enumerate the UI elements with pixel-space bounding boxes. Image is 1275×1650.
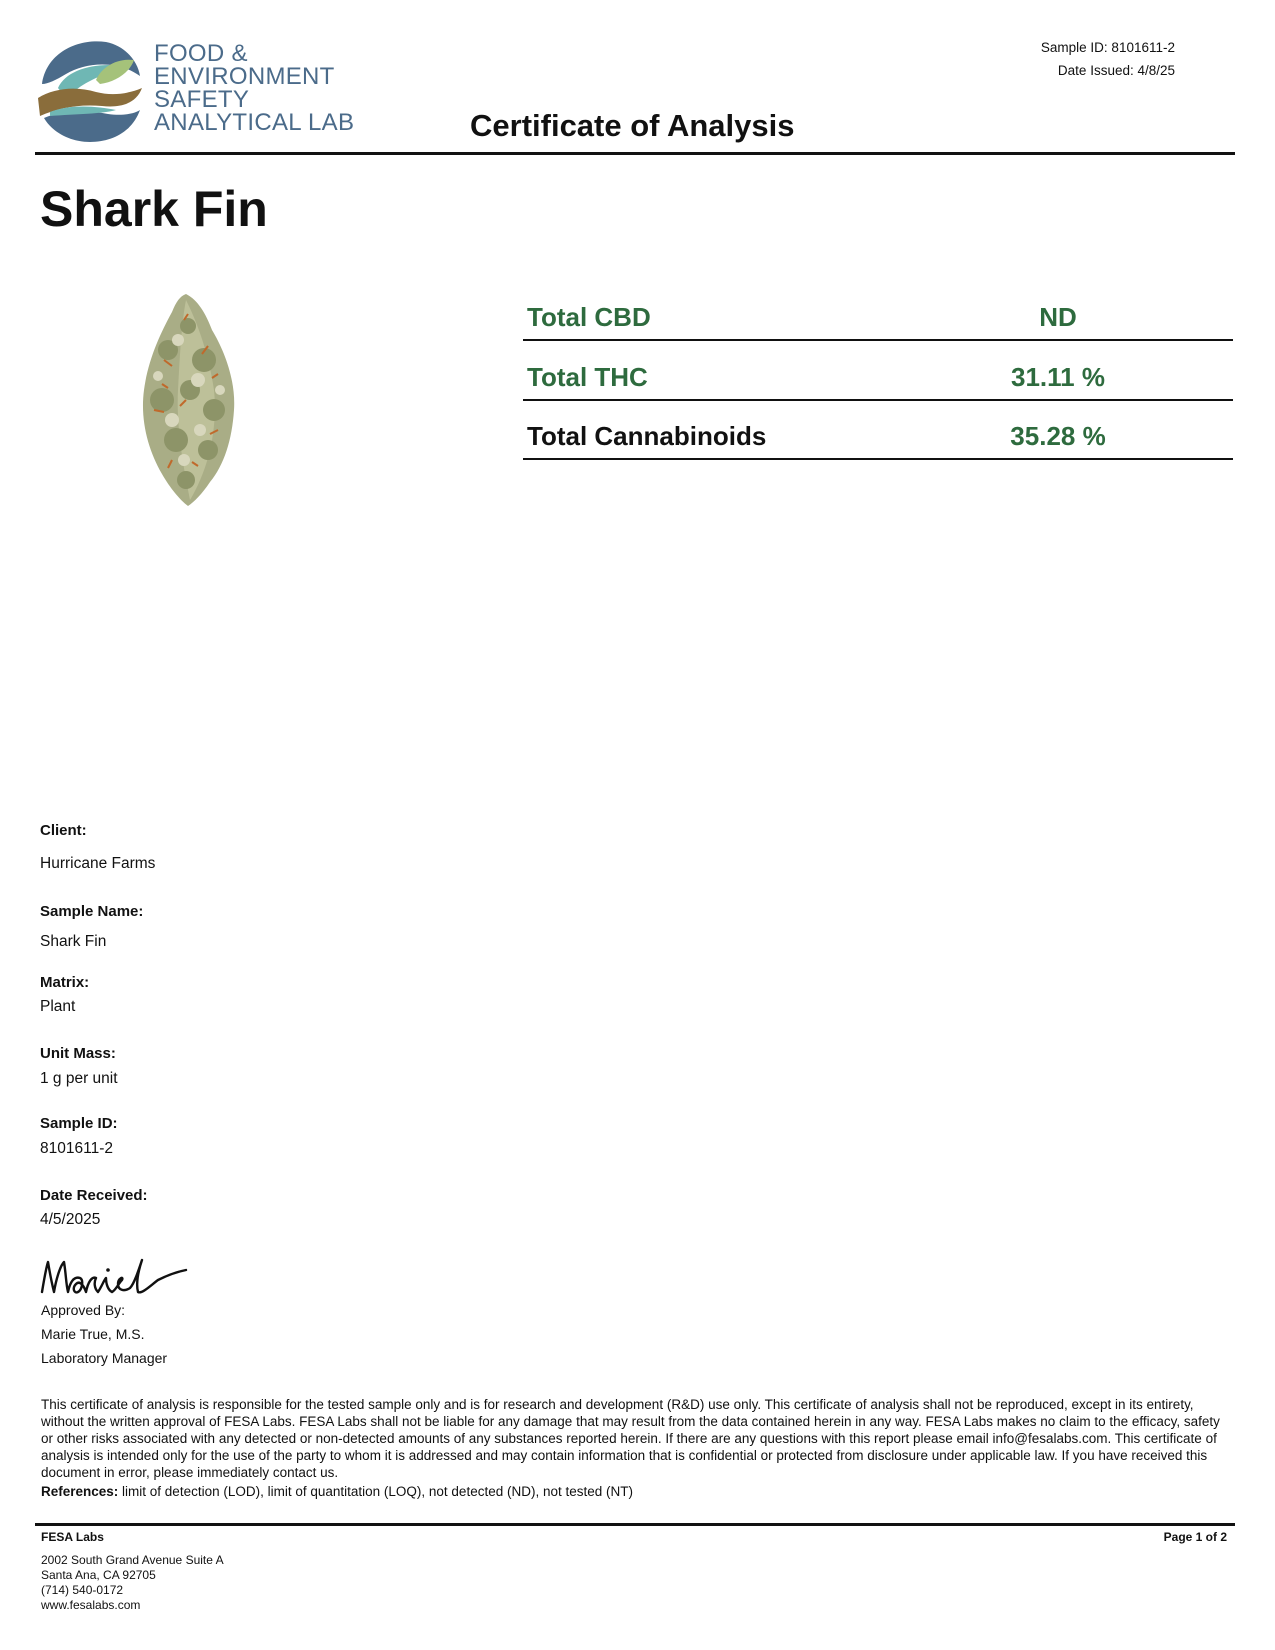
document-title: Certificate of Analysis [470, 108, 795, 143]
page-number: Page 1 of 2 [1163, 1530, 1227, 1544]
date-received-value: 4/5/2025 [40, 1211, 101, 1228]
disclaimer-text: This certificate of analysis is responsible for the tested sample only and is for research and development (R&D) use only. This certificate of analysis shall not be reproduced, except in its entirety, without the written approval of FESA Labs. FESA Labs shall not be liable for any damage that may result from the data contained herein in any way. FESA Labs makes no claim to the efficacy, safety or other risks associated with any detected or non-detected amounts of any substances reported herein. If there are any questions with this report please email info@fesalabs.com. This certificate of analysis is intended only for the use of the party to whom it is addressed and may contain information that is confidential or protected from disclosure under applicable law. If you have received this document in error, please immediately contact us. [41, 1397, 1220, 1480]
matrix-value: Plant [40, 998, 76, 1015]
logo-text-line-4: ANALYTICAL LAB [154, 109, 355, 136]
logo-text-line-1: FOOD & [154, 40, 248, 67]
potency-row-total-cannabinoids [523, 421, 1233, 463]
approver-title: Laboratory Manager [41, 1350, 168, 1366]
sample-name-value: Shark Fin [40, 933, 107, 950]
product-name: Shark Fin [40, 181, 268, 237]
approved-by-label: Approved By: [41, 1302, 126, 1318]
approver-name: Marie True, M.S. [41, 1326, 145, 1342]
header-divider [35, 152, 1235, 155]
unit-mass-value: 1 g per unit [40, 1070, 118, 1087]
fesa-logo [36, 36, 355, 146]
references-text: limit of detection (LOD), limit of quantitation (LOQ), not detected (ND), not tested (NT) [118, 1484, 633, 1499]
footer-address-line: Santa Ana, CA 92705 [41, 1568, 156, 1582]
matrix-label: Matrix: [40, 974, 90, 991]
sample-name-label: Sample Name: [40, 903, 144, 920]
potency-label: Total THC [527, 362, 648, 392]
date-received-label: Date Received: [40, 1187, 148, 1204]
product-bud-image [128, 290, 248, 510]
header-sample-id: Sample ID: 8101611-2 [1040, 40, 1175, 55]
potency-label: Total CBD [527, 302, 651, 332]
sample-id-label: Sample ID: [40, 1115, 118, 1132]
logo-text-line-3: SAFETY [154, 86, 250, 113]
potency-value: 31.11 % [1011, 362, 1105, 392]
unit-mass-label: Unit Mass: [40, 1045, 116, 1062]
footer-divider [35, 1523, 1235, 1526]
footer-address-line: 2002 South Grand Avenue Suite A [41, 1553, 224, 1567]
potency-divider [523, 399, 1233, 401]
potency-value: ND [1039, 302, 1077, 332]
approver-signature [38, 1252, 188, 1300]
footer-phone: (714) 540-0172 [41, 1583, 124, 1597]
potency-label: Total Cannabinoids [527, 421, 767, 451]
footer-website-link[interactable]: www.fesalabs.com [41, 1598, 141, 1612]
potency-value: 35.28 % [1010, 421, 1106, 451]
potency-row-cbd [523, 302, 1233, 344]
potency-divider [523, 339, 1233, 341]
logo-text-line-2: ENVIRONMENT [154, 63, 335, 90]
header-date-issued: Date Issued: 4/8/25 [1057, 63, 1175, 78]
sample-id-value: 8101611-2 [40, 1140, 113, 1157]
footer-company: FESA Labs [41, 1530, 104, 1544]
potency-divider [523, 458, 1233, 460]
client-label: Client: [40, 822, 87, 839]
references-line [41, 1484, 633, 1499]
references-label: References: [41, 1484, 119, 1499]
client-value: Hurricane Farms [40, 855, 156, 872]
potency-row-thc [523, 362, 1233, 404]
fesa-logo-mark-icon [36, 36, 144, 144]
